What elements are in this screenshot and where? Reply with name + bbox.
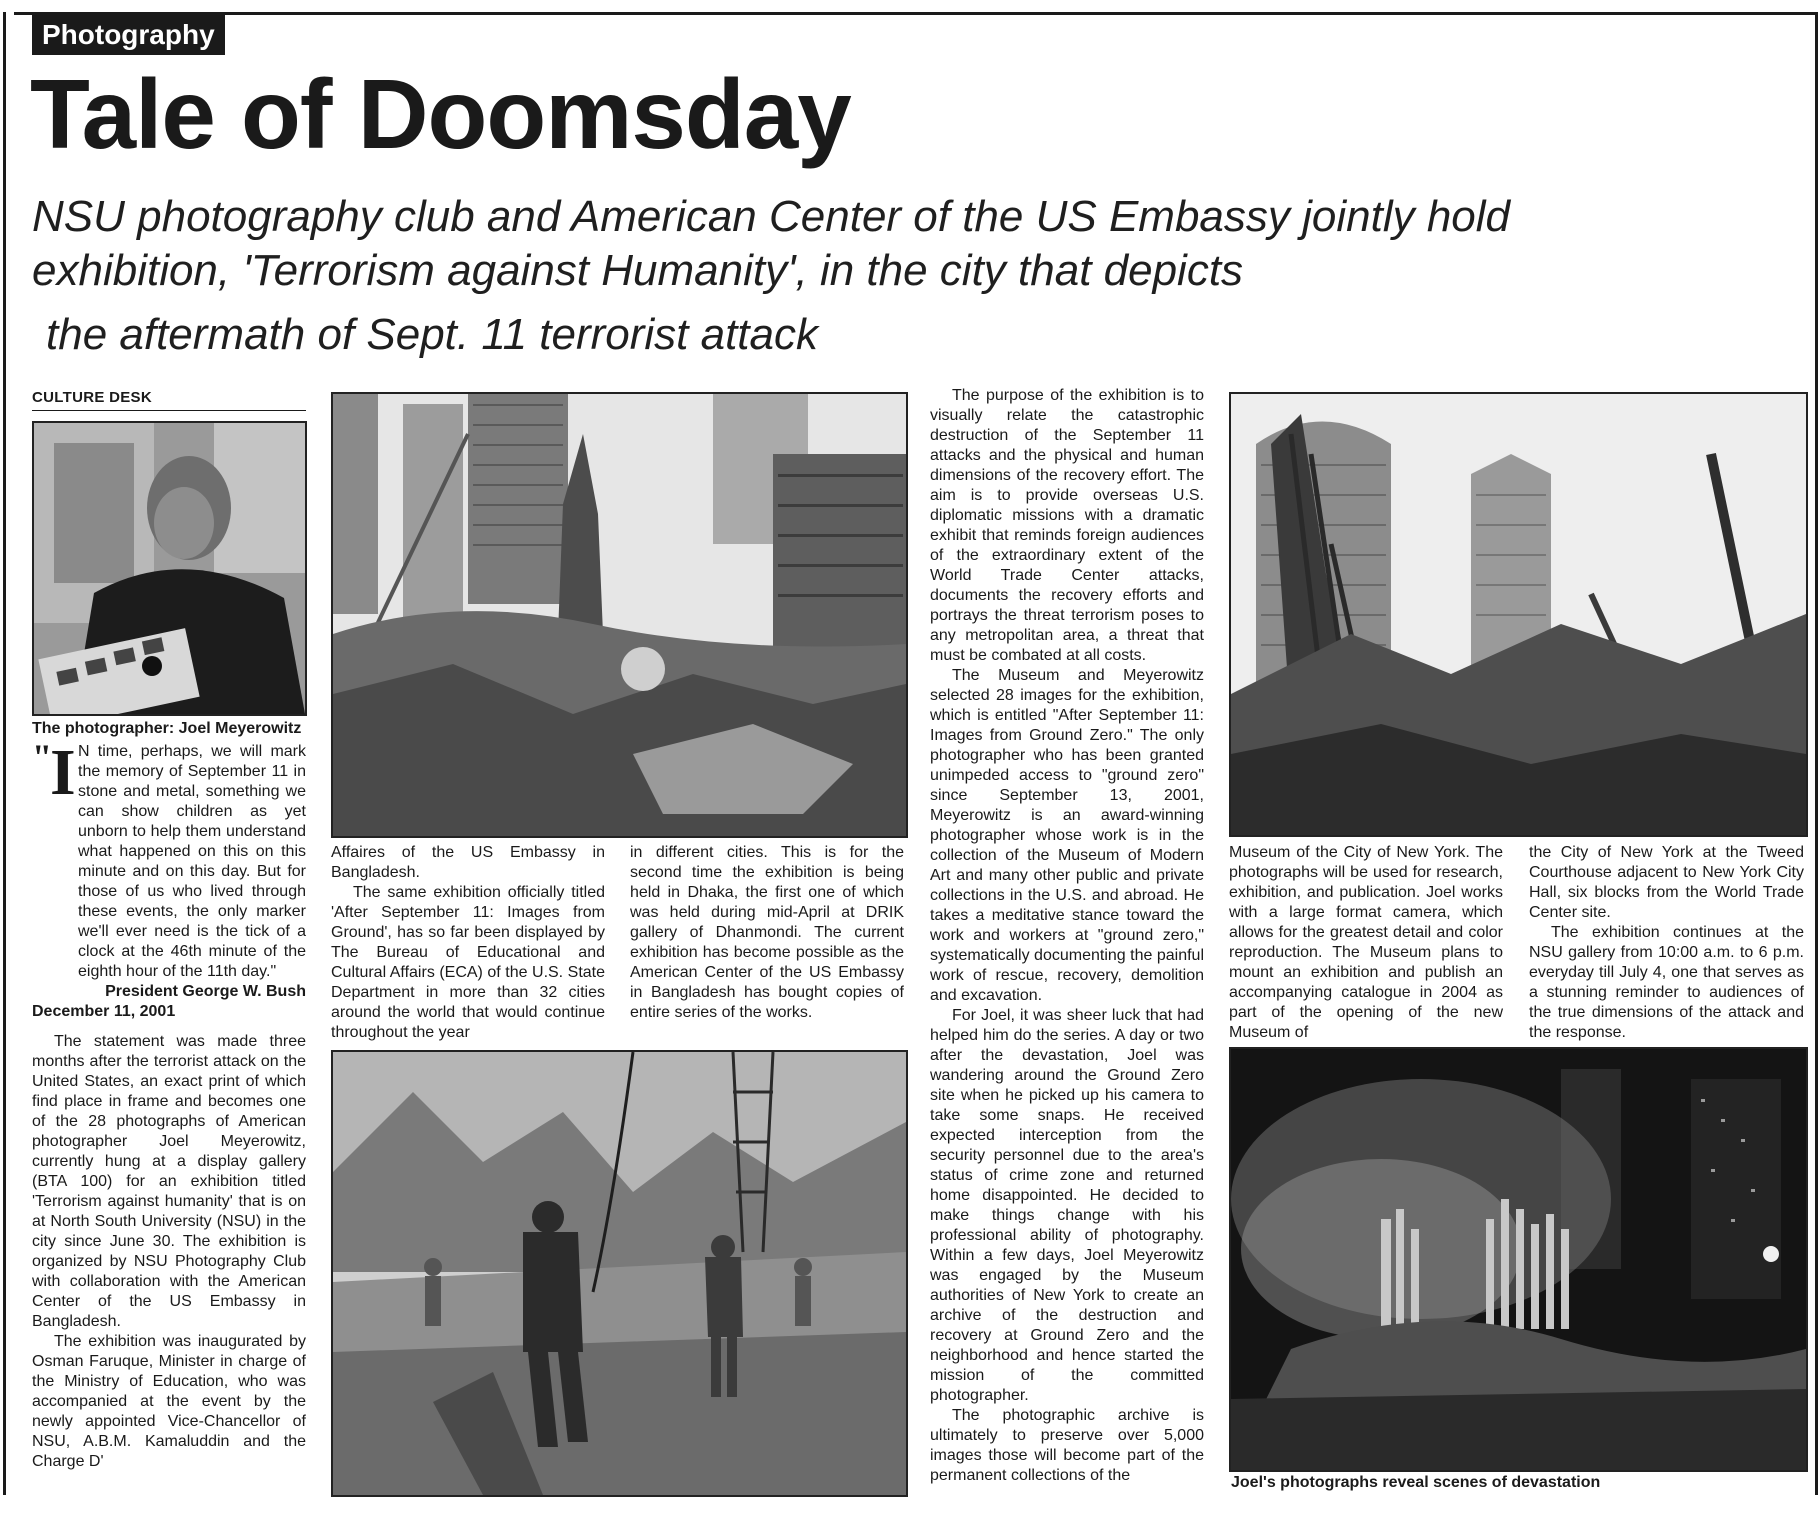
column-3-body: [630, 843, 904, 1023]
photographer-portrait-icon: [34, 423, 305, 714]
col2-paragraph-2: The same exhibition officially titled 'After September 11: Images from Ground', has so far been displayed by The Bureau of Educational and Cultural Affairs (ECA) of the U.S. State Department in more than 32 cities around the world that would continue throughout the year: [331, 884, 605, 1041]
col4-paragraph-4: The photographic archive is ultimately to preserve over 5,000 images those will become part of the permanent collections of the: [930, 1407, 1204, 1484]
quote-date: December 11, 2001: [32, 1003, 176, 1020]
photographer-caption: The photographer: Joel Meyerowitz: [32, 720, 302, 737]
photographer-photo: [32, 421, 307, 716]
col5-paragraph-1: Museum of the City of New York. The photographs will be used for research, exhibition, and publication. Joel works with a large format camera, which allows for the greatest detail and color reproduction. The Museum plans to mount an exhibition and publish an accompanying catalogue in 2004 as part of the opening of the new Museum of: [1229, 844, 1503, 1041]
col4-paragraph-2: The Museum and Meyerowitz selected 28 images for the exhibition, which is entitled "After September 11: Images from Ground Zero." The only photographer who has been granted unimpeded access to "ground zero" since September 13, 2001, Meyerowitz is an award-winning photographer whose work is in the collection of the Museum of Modern Art and many other public and private collections in the U.S. and abroad. He takes a meditative stance toward the work and workers at "ground zero," systematically documenting the painful work of rescue, recovery, demolition and excavation.: [930, 667, 1204, 1004]
wtc-facade-photo: [1229, 392, 1808, 837]
col2-paragraph-1: Affaires of the US Embassy in Bangladesh.: [331, 844, 605, 881]
col4-paragraph-3: For Joel, it was sheer luck that had helped him do the series. A day or two after the devastation, Joel was wandering around the Ground Zero site when he picked up his camera to take some snaps. He received expected interception from the security personnel due to the area's status of crime zone and returned home disappointed. He decided to make things change with his professional ability of photography. Within a few days, Joel Meyerowitz was engaged by the Museum authorities of New York to create an archive of the destruction and recovery at Ground Zero and the neighborhood and hence started the mission of the committed photographer.: [930, 1007, 1204, 1404]
column-4-body: [930, 386, 1204, 1486]
night-ruins-photo: [1229, 1047, 1808, 1472]
wtc-facade-ruins-icon: [1231, 394, 1806, 835]
bush-quote: [32, 736, 306, 982]
col6-paragraph-2: The exhibition continues at the NSU gallery from 10:00 a.m. to 6 p.m. everyday till July 4, one that serves as a stunning reminder to audiences of the true dimensions of the attack and the response.: [1529, 924, 1804, 1041]
top-rule: [14, 12, 1818, 15]
col4-paragraph-1: The purpose of the exhibition is to visually relate the catastrophic destruction of the September 11 attacks and the physical and human dimensions of the recovery effort. The aim is to provide overseas U.S. diplomatic missions with a dramatic exhibit that reminds foreign audiences of the extraordinary extent of the World Trade Center attacks, documents the recovery efforts and portrays the threat terrorism poses to any metropolitan area, a threat that must be combated at all costs.: [930, 387, 1204, 664]
column-6-body: [1529, 843, 1804, 1043]
deck-line-2: exhibition, 'Terrorism against Humanity', in the city that depicts: [32, 246, 1244, 295]
col3-paragraph-1: in different cities. This is for the second time the exhibition is being held in Dhaka, the first one of which was held during mid-April at DRIK gallery of Dhanmondi. The current exhibition has become possible as the American Center of the US Embassy in Bangladesh has bought copies of entire series of the works.: [630, 844, 904, 1021]
quote-open-mark: ": [32, 737, 52, 777]
culture-desk-label: CULTURE DESK: [32, 389, 306, 411]
quote-drop-cap: I: [50, 736, 76, 809]
recovery-workers-icon: [333, 1052, 906, 1495]
recovery-workers-photo: [331, 1050, 908, 1497]
night-ruins-icon: [1231, 1049, 1806, 1470]
col6-paragraph-1: the City of New York at the Tweed Courthouse adjacent to New York City Hall, six blocks from the World Trade Center site.: [1529, 844, 1804, 921]
quote-text: N time, perhaps, we will mark the memory of September 11 in stone and metal, something we can show children as yet unborn to help them understand what happened on this on this minute and on this day. But for those of us who lived through these events, the only marker we'll ever need is the tick of a clock at the 46th minute of the eighth hour of the 11th day.": [78, 743, 306, 980]
section-label: Photography: [32, 15, 225, 55]
ground-zero-photo: [331, 392, 908, 838]
left-rule: [3, 12, 6, 1495]
deck-line-1: NSU photography club and American Center of the US Embassy jointly hold: [32, 192, 1511, 241]
col1-paragraph-2: The exhibition was inaugurated by Osman Faruque, Minister in charge of the Ministry of Education, who was accompanied at the event by the newly appointed Vice-Chancellor of NSU, A.B.M. Kamaluddin and the Charge D': [32, 1333, 306, 1470]
devastation-caption: Joel's photographs reveal scenes of devastation: [1231, 1474, 1601, 1491]
deck-line-3: the aftermath of Sept. 11 terrorist attack: [46, 310, 818, 359]
ground-zero-rubble-icon: [333, 394, 906, 836]
column-2-body: [331, 843, 605, 1043]
column-1-body: [32, 1032, 306, 1472]
quote-attribution-block: [32, 982, 306, 1022]
col1-paragraph-1: The statement was made three months after the terrorist attack on the United States, an exact print of which find place in frame and becomes one of the 28 photographs of American photographer Joel Meyerowitz, currently hung at a display gallery (BTA 100) for an exhibition titled 'Terrorism against humanity' that is on at North South University (NSU) in the city since June 30. The exhibition is organized by NSU Photography Club with collaboration with the American Center of the US Embassy in Bangladesh.: [32, 1033, 306, 1330]
column-5-body: [1229, 843, 1503, 1043]
quote-attribution: President George W. Bush: [105, 983, 306, 1000]
headline: Tale of Doomsday: [30, 59, 851, 169]
